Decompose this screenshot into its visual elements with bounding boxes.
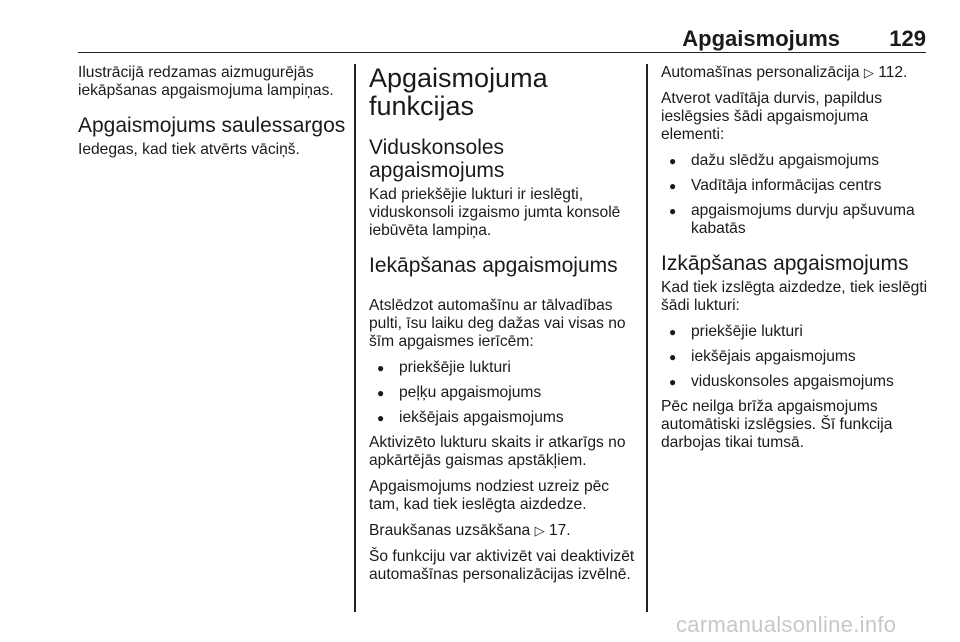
paragraph: Pēc neilga brīža apgaismojums automātiski izslēgsies. Šī funkcija darbojas tikai tumsā. bbox=[661, 398, 893, 451]
exit-lighting-list bbox=[661, 323, 929, 391]
column-divider bbox=[354, 64, 356, 612]
entry-lighting-list bbox=[369, 359, 637, 427]
reference-text: Braukšanas uzsākšana bbox=[369, 522, 531, 539]
page-ref-number[interactable]: 17. bbox=[548, 522, 571, 539]
list-item: ● viduskonsoles apgaismojums bbox=[661, 373, 929, 391]
list-item: ● iekšējais apgaismojums bbox=[661, 348, 929, 366]
list-item: ● priekšējie lukturi bbox=[661, 323, 929, 341]
list-item: ● priekšējie lukturi bbox=[369, 359, 637, 377]
heading-sunvisor-lighting: Apgaismojums saulessargos bbox=[78, 114, 346, 137]
sunvisor-paragraph: Iedegas, kad tiek atvērts vāciņš. bbox=[78, 141, 300, 158]
paragraph: Atverot vadītāja durvis, papildus ieslēgsies šādi apgaismojuma elementi: bbox=[661, 90, 883, 143]
section-title: Apgaismojums bbox=[682, 26, 840, 51]
list-item: ● Vadītāja informācijas centrs bbox=[661, 177, 929, 195]
paragraph: Kad tiek izslēgta aizdedze, tiek ieslēgti šādi lukturi: bbox=[661, 279, 928, 314]
column-1 bbox=[78, 64, 346, 167]
heading-exit-lighting: Izkāpšanas apgaismojums bbox=[661, 252, 909, 275]
column-divider bbox=[646, 64, 648, 612]
entry-lighting-paragraph: Atslēdzot automašīnu ar tālvadības pulti, īsu laiku deg dažas vai visas no šīm apgaismes ierīcēm: bbox=[369, 297, 626, 350]
intro-paragraph: Ilustrācijā redzamas aizmugurējās iekāpšanas apgaismojuma lampiņas. bbox=[78, 64, 334, 99]
paragraph: Šo funkciju var aktivizēt vai deaktivizēt automašīnas personalizācijas izvēlnē. bbox=[369, 548, 635, 583]
page-ref-number[interactable]: 112. bbox=[878, 64, 908, 81]
page-number: 129 bbox=[889, 26, 926, 51]
watermark: carmanualsonline.info bbox=[676, 612, 897, 637]
column-2 bbox=[369, 64, 637, 592]
paragraph: Apgaismojums nodziest uzreiz pēc tam, kad tiek ieslēgta aizdedze. bbox=[369, 478, 610, 513]
console-lighting-paragraph: Kad priekšējie lukturi ir ieslēgti, viduskonsoli izgaismo jumta konsolē iebūvēta lampiņa. bbox=[369, 186, 621, 239]
column-3 bbox=[661, 64, 929, 460]
page-header bbox=[78, 26, 926, 53]
paragraph: Aktivizēto lukturu skaits ir atkarīgs no apkārtējās gaismas apstākļiem. bbox=[369, 434, 626, 469]
reference-paragraph bbox=[369, 522, 637, 540]
page-ref-icon: ▷ bbox=[534, 523, 545, 538]
heading-console-lighting: Viduskonsoles apgaismojums bbox=[369, 136, 505, 182]
heading-entry-lighting: Iekāpšanas apgaismojums bbox=[369, 254, 618, 277]
page-ref-icon: ▷ bbox=[863, 65, 874, 80]
list-item: ● iekšējais apgaismojums bbox=[369, 409, 637, 427]
list-item: ● dažu slēdžu apgaismojums bbox=[661, 152, 929, 170]
driver-door-list bbox=[661, 152, 929, 238]
reference-paragraph bbox=[661, 64, 929, 82]
reference-text: Automašīnas personalizācija bbox=[661, 64, 860, 81]
list-item: ● peļķu apgaismojums bbox=[369, 384, 637, 402]
heading-lighting-functions: Apgaismojuma funkcijas bbox=[369, 63, 548, 121]
list-item: ● apgaismojums durvju apšuvuma kabatās bbox=[661, 202, 929, 238]
